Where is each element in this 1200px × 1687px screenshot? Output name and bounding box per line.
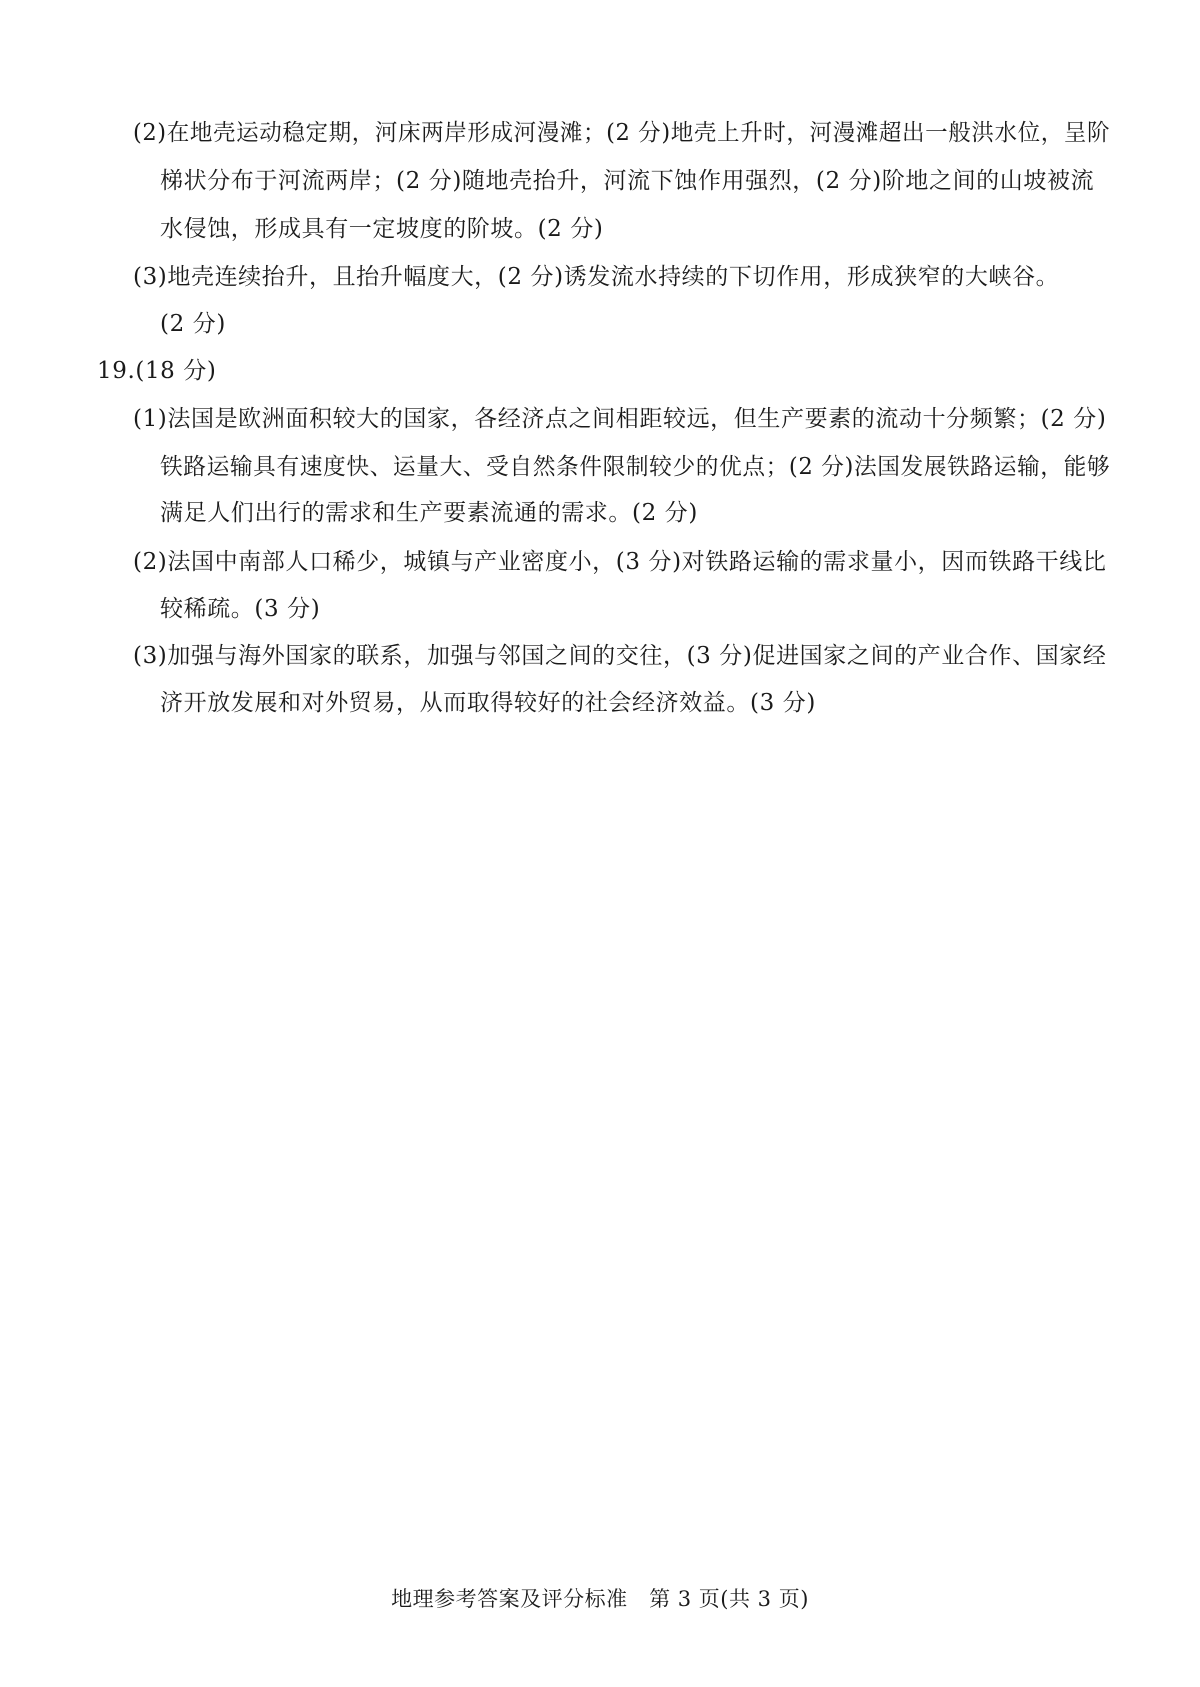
q19-part1-line-3: 满足人们出行的需求和生产要素流通的需求。(2 分) — [160, 500, 698, 526]
q18-part3-line-2: (2 分) — [160, 311, 226, 337]
page-footer: 地理参考答案及评分标准 第 3 页(共 3 页) — [391, 1587, 809, 1611]
q18-part2-line-3: 水侵蚀，形成具有一定坡度的阶坡。(2 分) — [160, 216, 604, 242]
q19-part1-line-2: 铁路运输具有速度快、运量大、受自然条件限制较少的优点；(2 分)法国发展铁路运输，能够 — [160, 454, 1111, 480]
q19-part2-line-2: 较稀疏。(3 分) — [160, 596, 321, 622]
q18-part2-line-2: 梯状分布于河流两岸；(2 分)随地壳抬升，河流下蚀作用强烈，(2 分)阶地之间的山坡被流 — [160, 168, 1095, 194]
q18-part3-line-1: (3)地壳连续抬升，且抬升幅度大，(2 分)诱发流水持续的下切作用，形成狭窄的大峡谷。 — [133, 264, 1060, 290]
q19-part3-line-2: 济开放发展和对外贸易，从而取得较好的社会经济效益。(3 分) — [160, 690, 816, 716]
q19-part2-line-1: (2)法国中南部人口稀少，城镇与产业密度小，(3 分)对铁路运输的需求量小，因而铁路干线比 — [133, 549, 1107, 575]
q18-part2-line-1: (2)在地壳运动稳定期，河床两岸形成河漫滩；(2 分)地壳上升时，河漫滩超出一般洪水位，呈阶 — [133, 120, 1111, 146]
q19-heading: 19.(18 分) — [97, 358, 217, 384]
q19-part3-line-1: (3)加强与海外国家的联系，加强与邻国之间的交往，(3 分)促进国家之间的产业合作、国家经 — [133, 643, 1107, 669]
q19-part1-line-1: (1)法国是欧洲面积较大的国家，各经济点之间相距较远，但生产要素的流动十分频繁；(2 分) — [133, 406, 1107, 432]
